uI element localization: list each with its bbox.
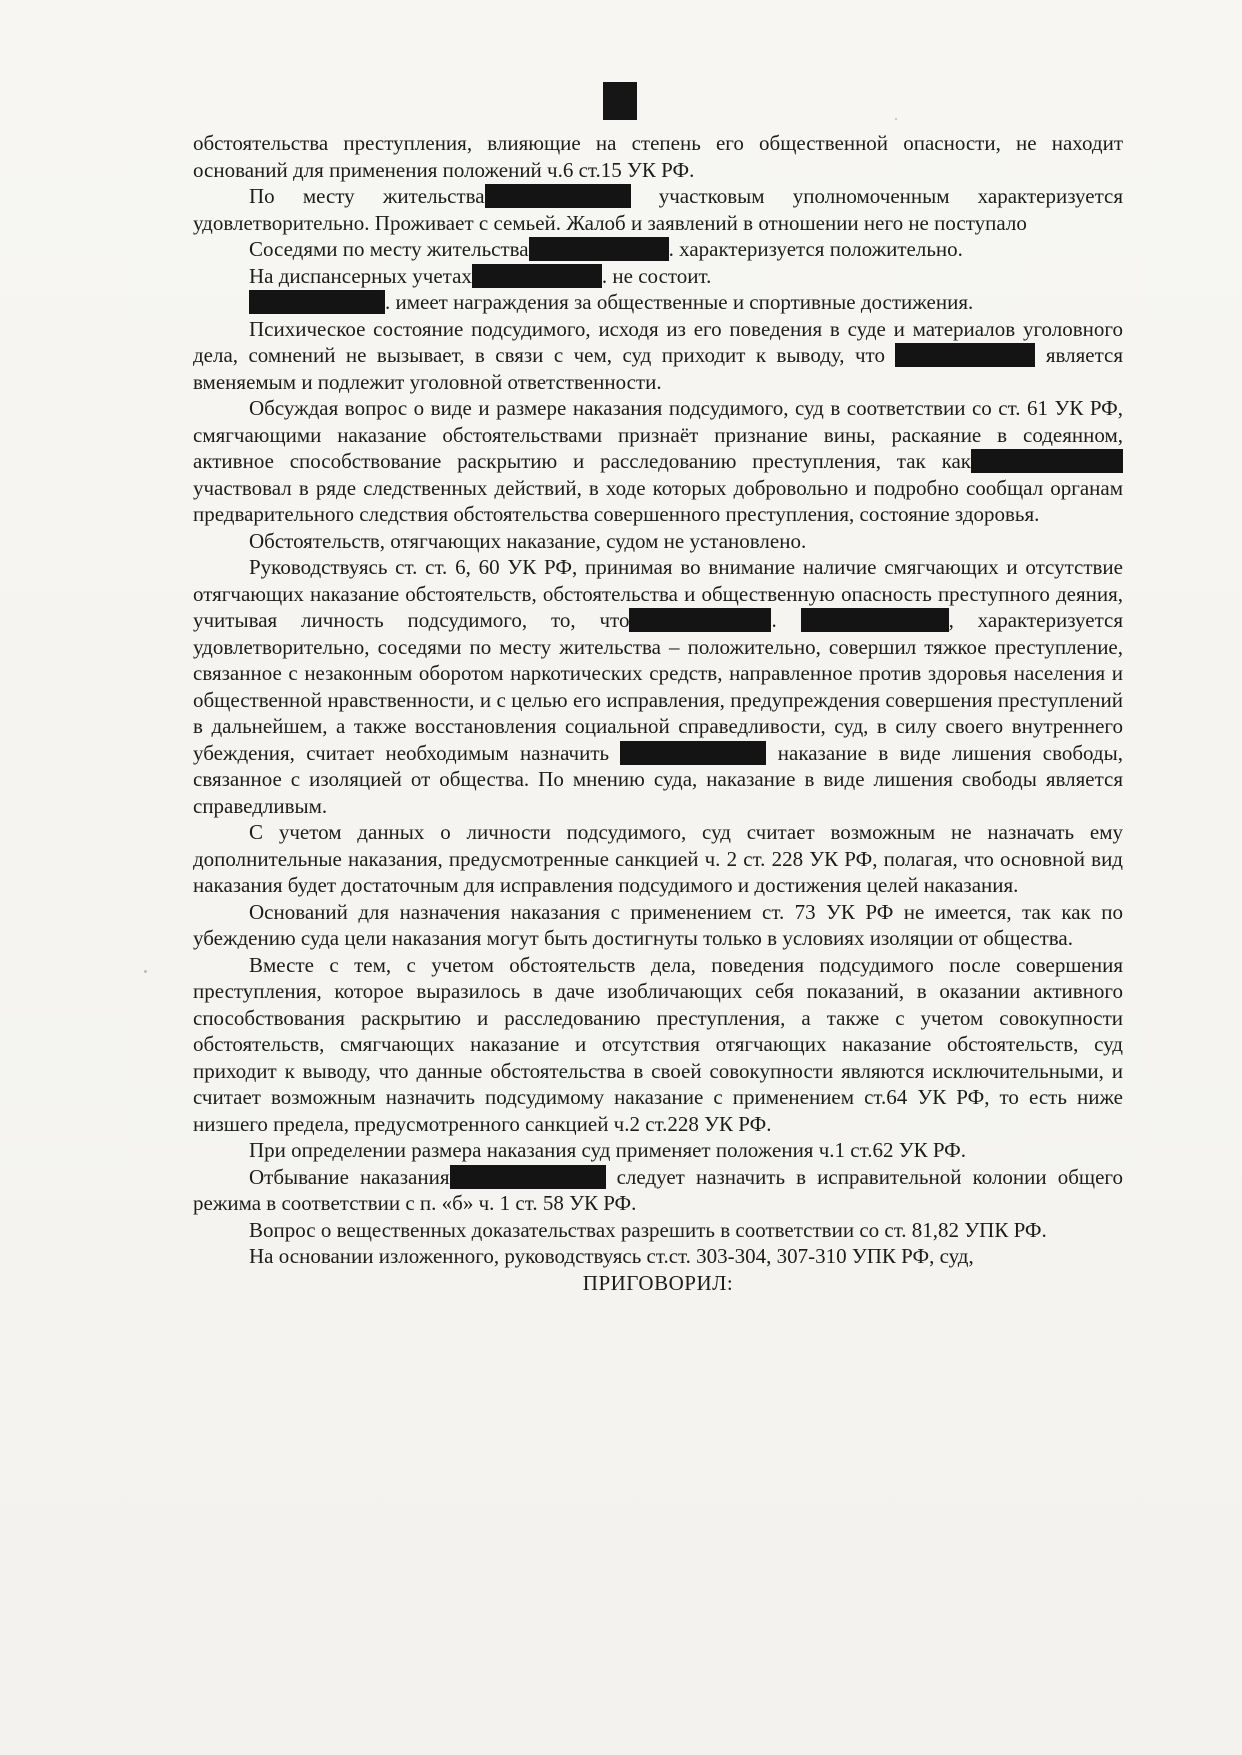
redaction-block: [450, 1165, 606, 1189]
text-run: По месту жительства: [249, 184, 485, 208]
paragraph: Обстоятельств, отягчающих наказание, судом не установлено.: [249, 528, 807, 553]
paragraph: [193, 236, 1123, 263]
redaction-block: [529, 237, 669, 261]
redaction-block: [620, 741, 766, 765]
redaction-block: [801, 608, 949, 632]
text-run: Отбывание наказания: [249, 1164, 450, 1189]
paragraph: [193, 554, 1123, 819]
text-run: Обсуждая вопрос о виде и размере наказания подсудимого, суд в соответствии со ст. 61 УК РФ, смягчающими наказание обстоятельствами признаёт признание вины, раскаяние в содеянном, активное способствование раскрытию и расследованию преступления, так как: [193, 396, 1123, 473]
paragraph: Оснований для назначения наказания с применением ст. 73 УК РФ не имеется, так как по убеждению суда цели наказания могут быть достигнуты только в условиях изоляции от общества.: [193, 899, 1123, 950]
text-run: участковым уполномоченным характеризуется удовлетворительно. Проживает с семьей. Жалоб и заявлений в отношении него не поступало: [193, 184, 1124, 235]
text-run: На диспансерных учетах: [249, 263, 472, 288]
paragraph: Вопрос о вещественных доказательствах разрешить в соответствии со ст. 81,82 УПК РФ.: [249, 1217, 1047, 1242]
text-run: наказание в виде лишения свободы, связанное с изоляцией от общества. По мнению суда, наказание в виде лишения свободы является справедливым.: [193, 740, 1123, 818]
text-run: следует назначить в исправительной колонии общего режима в соответствии с п. «б» ч. 1 ст. 58 УК РФ.: [193, 1164, 1123, 1215]
redacted-page-number: [603, 82, 637, 120]
text-run: является вменяемым и подлежит уголовной ответственности.: [193, 343, 1124, 394]
text-run: Психическое состояние подсудимого, исходя из его поведения в суде и материалов уголовного дела, сомнений не вызывает, в связи с чем, суд приходит к выводу, что: [193, 316, 1123, 367]
scan-speck: [895, 118, 897, 120]
text-run: Соседями по месту жительства: [249, 237, 529, 261]
paragraph: [193, 1164, 1123, 1217]
paragraph: С учетом данных о личности подсудимого, суд считает возможным не назначать ему дополнительные наказания, предусмотренные санкцией ч. 2 ст. 228 УК РФ, полагая, что основной вид наказания будет достаточным для исправления подсудимого и достижения целей наказания.: [193, 820, 1123, 897]
scan-speck: [144, 970, 147, 973]
text-run: . характеризуется положительно.: [668, 237, 963, 261]
text-run: . имеет награждения за общественные и спортивные достижения.: [385, 290, 974, 314]
paragraph: [193, 395, 1123, 528]
text-run: .: [771, 608, 777, 632]
paragraph: [193, 263, 1123, 290]
redaction-block: [249, 290, 385, 314]
document-body: [193, 130, 1123, 1296]
redaction-block: [472, 264, 602, 288]
paragraph: [193, 183, 1123, 236]
redaction-block: [895, 343, 1035, 367]
text-run: участвовал в ряде следственных действий, в ходе которых добровольно и подробно сообщал органам предварительного следствия обстоятельства совершенного преступления, состояние здоровья.: [193, 475, 1123, 526]
paragraph: [193, 289, 1123, 316]
redaction-block: [485, 184, 631, 208]
redaction-block: [629, 608, 771, 632]
paragraph: На основании изложенного, руководствуясь ст.ст. 303-304, 307-310 УПК РФ, суд,: [249, 1244, 974, 1268]
paragraph: обстоятельства преступления, влияющие на степень его общественной опасности, не находит оснований для применения положений ч.6 ст.15 УК РФ.: [193, 131, 1123, 182]
paragraph: [193, 316, 1123, 396]
text-run: . не состоит.: [601, 263, 712, 288]
text-run: , характеризуется удовлетворительно, соседями по месту жительства – положительно, совершил тяжкое преступление, связанное с незаконным оборотом наркотических средств, направленное против здоровья населения и общественной нравственности, и с целью его исправления, предупреждения совершения преступлений в дальнейшем, а также восстановления социальной справедливости, суд, в силу своего внутреннего убеждения, считает необходимым назначить: [193, 608, 1124, 765]
redaction-block: [971, 449, 1123, 473]
paragraph: При определении размера наказания суд применяет положения ч.1 ст.62 УК РФ.: [249, 1138, 966, 1162]
verdict-heading: ПРИГОВОРИЛ:: [582, 1270, 734, 1295]
text-run: Руководствуясь ст. ст. 6, 60 УК РФ, принимая во внимание наличие смягчающих и отсутствие отягчающих наказание обстоятельств, обстоятельства и общественную опасность преступного деяния, учитывая личность подсудимого, то, что: [193, 555, 1123, 632]
paragraph: Вместе с тем, с учетом обстоятельств дела, поведения подсудимого после совершения преступления, которое выразилось в даче изобличающих себя показаний, в оказании активного способствования раскрытию и расследованию преступления, а также с учетом совокупности обстоятельств, смягчающих наказание и отсутствия отягчающих наказание обстоятельств, суд приходит к выводу, что данные обстоятельства в своей совокупности являются исключительными, и считает возможным назначить подсудимому наказание с применением ст.64 УК РФ, то есть ниже низшего предела, предусмотренного санкцией ч.2 ст.228 УК РФ.: [193, 952, 1123, 1136]
